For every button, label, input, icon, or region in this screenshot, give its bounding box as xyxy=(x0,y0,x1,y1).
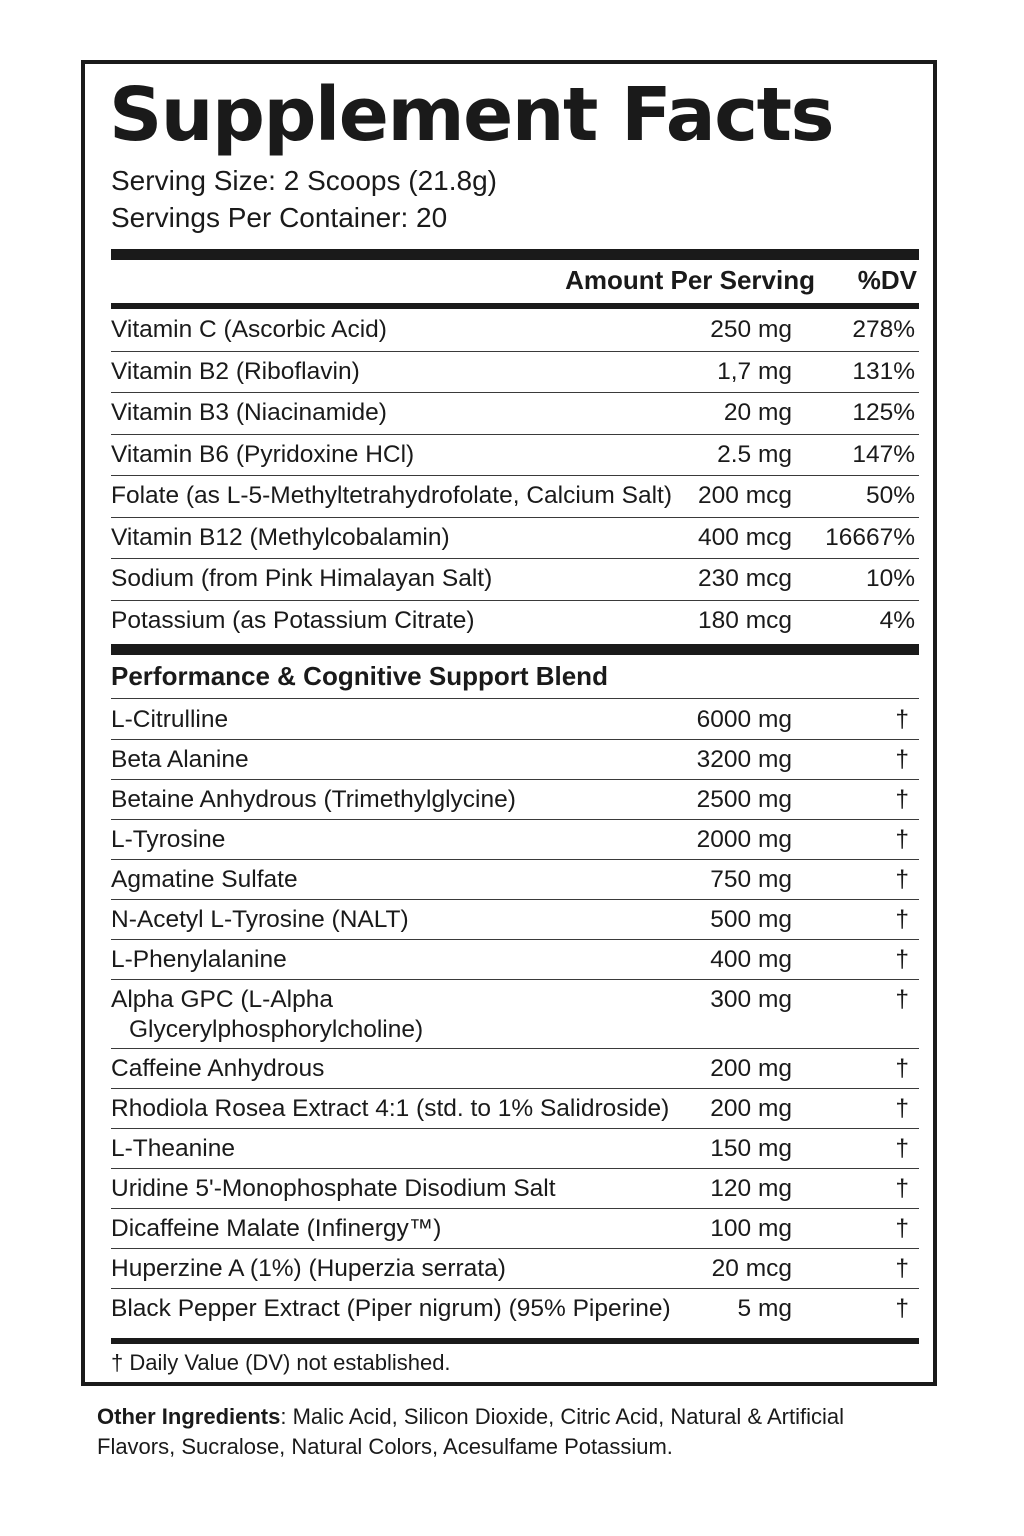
ingredient-amount: 200 mg xyxy=(710,1055,792,1082)
ingredient-amount: 750 mg xyxy=(710,866,792,893)
table-row xyxy=(111,900,919,939)
ingredient-amount: 20 mcg xyxy=(711,1255,792,1282)
ingredient-name: Betaine Anhydrous (Trimethylglycine) xyxy=(111,786,516,813)
amount-header: Amount Per Serving xyxy=(565,265,815,295)
ingredient-amount: 5 mg xyxy=(737,1295,792,1322)
ingredient-name: L-Tyrosine xyxy=(111,826,226,853)
table-row xyxy=(111,1289,919,1328)
dagger-mark: † xyxy=(895,1055,909,1082)
ingredient-amount: 120 mg xyxy=(710,1175,792,1202)
dagger-mark: † xyxy=(895,1135,909,1162)
table-row xyxy=(111,393,919,434)
ingredient-amount: 2.5 mg xyxy=(717,440,792,468)
dagger-mark: † xyxy=(895,986,909,1013)
table-row xyxy=(111,601,919,642)
ingredient-name: L-Phenylalanine xyxy=(111,946,287,973)
ingredient-amount: 200 mcg xyxy=(698,482,792,509)
dv-header: %DV xyxy=(857,265,917,295)
table-row xyxy=(111,1209,919,1248)
ingredient-name: Potassium (as Potassium Citrate) xyxy=(111,606,475,634)
servings-per-container: Servings Per Container: 20 xyxy=(111,202,448,233)
dagger-mark: † xyxy=(895,1095,909,1122)
other-ingredients-text: : Malic Acid, Silicon Dioxide, Citric Acid, Natural & Artificial Flavors, Sucralose, Natural Colors, Acesulfame Potassium. xyxy=(97,1404,844,1459)
daily-value: 278% xyxy=(852,316,915,343)
dagger-mark: † xyxy=(895,866,909,893)
ingredient-name: Vitamin C (Ascorbic Acid) xyxy=(111,316,387,343)
daily-value: 125% xyxy=(852,399,915,426)
daily-value: 4% xyxy=(879,606,915,634)
table-row xyxy=(111,820,919,859)
table-row xyxy=(111,1049,919,1088)
ingredient-name: Huperzine A (1%) (Huperzia serrata) xyxy=(111,1255,506,1282)
dagger-mark: † xyxy=(895,1255,909,1282)
ingredient-amount: 2500 mg xyxy=(696,786,792,813)
ingredient-amount: 230 mcg xyxy=(698,565,792,592)
ingredient-name-line: Glycerylphosphorylcholine) xyxy=(129,1016,424,1043)
ingredient-amount: 500 mg xyxy=(710,906,792,933)
dagger-mark: † xyxy=(895,826,909,853)
ingredient-name-line: Alpha GPC (L-Alpha xyxy=(111,986,333,1013)
ingredient-name: Vitamin B2 (Riboflavin) xyxy=(111,357,360,385)
dagger-mark: † xyxy=(895,1215,909,1242)
table-row xyxy=(111,780,919,819)
table-row xyxy=(111,940,919,979)
footnote: † Daily Value (DV) not established. xyxy=(111,1350,451,1375)
ingredient-name: Rhodiola Rosea Extract 4:1 (std. to 1% Salidroside) xyxy=(111,1095,670,1122)
ingredient-amount: 100 mg xyxy=(710,1215,792,1242)
dagger-mark: † xyxy=(895,706,909,733)
ingredient-name: Vitamin B3 (Niacinamide) xyxy=(111,399,387,426)
ingredient-amount: 300 mg xyxy=(710,986,792,1013)
panel-title: Supplement Facts xyxy=(109,72,834,158)
dagger-mark: † xyxy=(895,906,909,933)
divider-thick xyxy=(111,644,919,655)
ingredient-name: L-Citrulline xyxy=(111,706,229,733)
daily-value: 147% xyxy=(852,440,915,468)
ingredient-amount: 1,7 mg xyxy=(717,357,792,385)
table-row xyxy=(111,518,919,559)
ingredient-amount: 250 mg xyxy=(710,316,792,343)
ingredient-name: Dicaffeine Malate (Infinergy™) xyxy=(111,1215,442,1242)
dagger-mark: † xyxy=(895,786,909,813)
table-row xyxy=(111,980,919,1048)
table-row xyxy=(111,352,919,393)
table-row xyxy=(111,435,919,476)
other-ingredients-label: Other Ingredients xyxy=(97,1404,281,1429)
daily-value: 10% xyxy=(865,565,915,592)
ingredient-amount: 2000 mg xyxy=(696,826,792,853)
table-row xyxy=(111,559,919,600)
supplement-facts-panel xyxy=(81,60,937,1386)
ingredient-amount: 3200 mg xyxy=(696,746,792,773)
ingredient-name: Uridine 5'-Monophosphate Disodium Salt xyxy=(111,1175,556,1202)
column-header xyxy=(111,260,919,300)
ingredient-amount: 6000 mg xyxy=(696,706,792,733)
table-row xyxy=(111,476,919,517)
ingredient-name: L-Theanine xyxy=(111,1135,235,1162)
ingredient-name: N-Acetyl L-Tyrosine (NALT) xyxy=(111,906,409,933)
table-row xyxy=(111,860,919,899)
ingredient-name: Black Pepper Extract (Piper nigrum) (95% Piperine) xyxy=(111,1295,671,1322)
table-row xyxy=(111,740,919,779)
ingredient-amount: 180 mcg xyxy=(698,606,792,634)
table-row xyxy=(111,1249,919,1288)
ingredient-name: Agmatine Sulfate xyxy=(111,866,298,893)
ingredient-name: Beta Alanine xyxy=(111,746,249,773)
serving-size: Serving Size: 2 Scoops (21.8g) xyxy=(111,165,497,196)
ingredient-name: Folate (as L-5-Methyltetrahydrofolate, Calcium Salt) xyxy=(111,482,672,509)
dagger-mark: † xyxy=(895,946,909,973)
daily-value: 16667% xyxy=(825,523,915,551)
table-row xyxy=(111,1169,919,1208)
ingredient-name xyxy=(111,984,423,1044)
daily-value: 50% xyxy=(865,482,915,509)
divider-medium xyxy=(111,1338,919,1344)
table-row xyxy=(111,1089,919,1128)
ingredient-name: Vitamin B6 (Pyridoxine HCl) xyxy=(111,440,415,468)
ingredient-name: Sodium (from Pink Himalayan Salt) xyxy=(111,565,493,592)
daily-value: 131% xyxy=(852,357,915,385)
table-row xyxy=(111,1129,919,1168)
divider-thick xyxy=(111,249,919,260)
row-divider xyxy=(111,698,919,699)
ingredient-amount: 20 mg xyxy=(723,399,792,426)
other-ingredients xyxy=(97,1402,917,1462)
dagger-mark: † xyxy=(895,1295,909,1322)
table-row xyxy=(111,310,919,351)
dagger-mark: † xyxy=(895,746,909,773)
ingredient-name: Caffeine Anhydrous xyxy=(111,1055,325,1082)
ingredient-name: Vitamin B12 (Methylcobalamin) xyxy=(111,523,450,551)
table-row xyxy=(111,700,919,739)
ingredient-amount: 400 mcg xyxy=(698,523,792,551)
dagger-mark: † xyxy=(895,1175,909,1202)
ingredient-amount: 400 mg xyxy=(710,946,792,973)
ingredient-amount: 200 mg xyxy=(710,1095,792,1122)
blend-title: Performance & Cognitive Support Blend xyxy=(111,661,608,691)
ingredient-amount: 150 mg xyxy=(710,1135,792,1162)
divider-medium xyxy=(111,303,919,309)
